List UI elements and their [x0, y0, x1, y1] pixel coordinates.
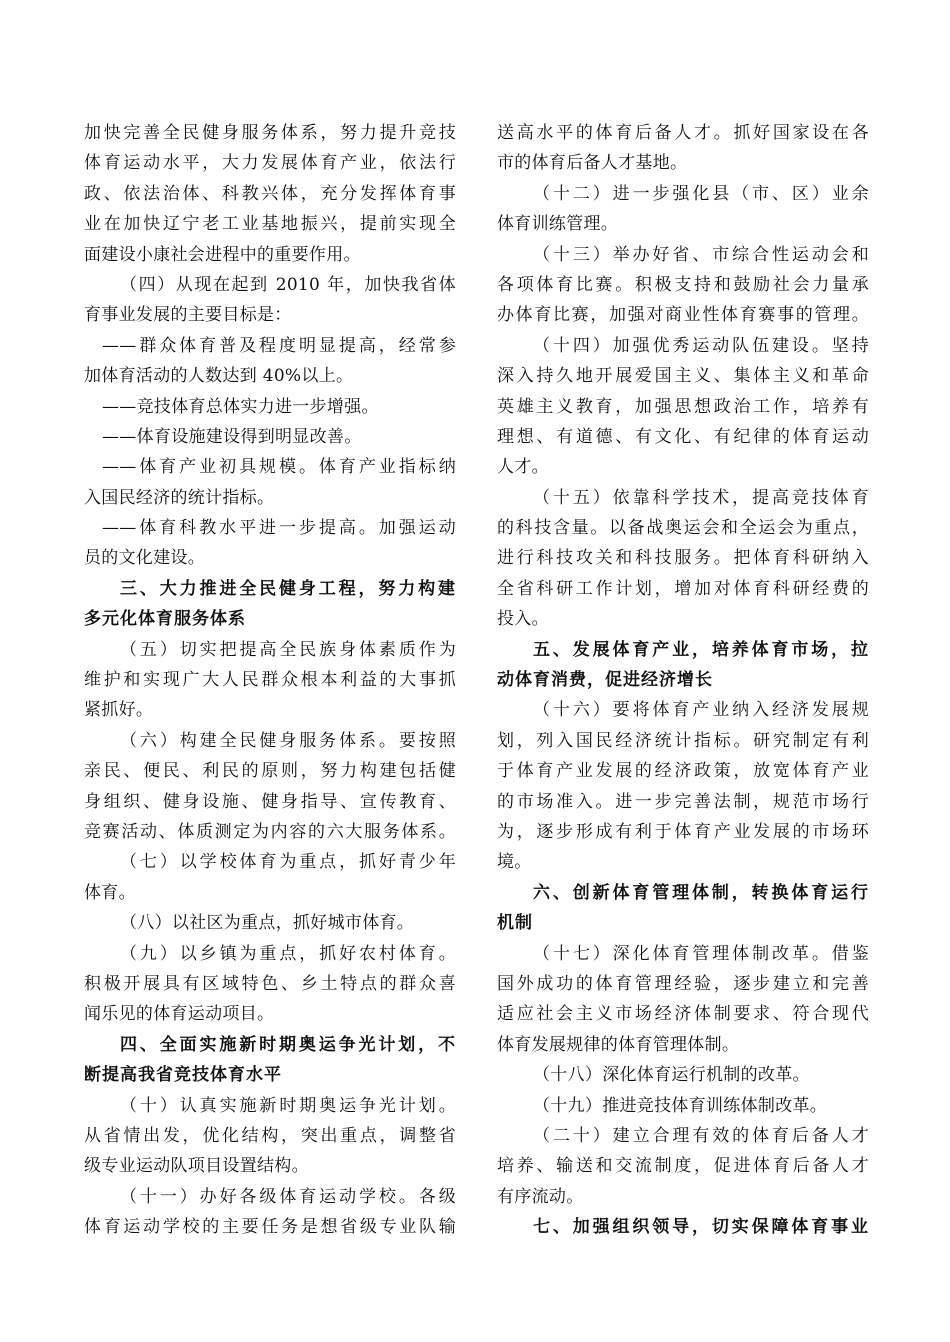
text-line: 闻乐见的体育运动项目。 [84, 1004, 275, 1025]
text-line: 的科技含量。以备战奥运会和全运会为重点， [497, 518, 869, 539]
text-line: ——竞技体育总体实力进一步增强。 [102, 396, 379, 417]
text-line: 政、依法治体、科教兴体，充分发挥体育事 [84, 183, 456, 204]
text-line: 于体育产业发展的经济政策，放宽体育产业 [497, 761, 869, 782]
text-line: 为，逐步形成有利于体育产业发展的市场环 [497, 821, 869, 842]
section-heading-line: 三、大力推进全民健身工程，努力构建 [120, 578, 456, 599]
text-line: 体育发展规律的体育管理体制。 [497, 1034, 740, 1055]
section-heading-line: 六、创新体育管理体制，转换体育运行 [533, 882, 869, 903]
text-line: 业在加快辽宁老工业基地振兴，提前实现全 [84, 214, 456, 235]
text-line: （十三）举办好省、市综合性运动会和 [533, 244, 869, 265]
text-line: （十九）推进竞技体育训练体制改革。 [533, 1095, 828, 1116]
text-line: （五）切实把提高全民族身体素质作为 [120, 639, 456, 660]
text-line: （十六）要将体育产业纳入经济发展规 [533, 700, 869, 721]
text-line: ——体育科教水平进一步提高。加强运动 [102, 518, 456, 539]
text-line: 体育训练管理。 [497, 214, 619, 235]
text-line: 进行科技攻关和科技服务。把体育科研纳入 [497, 548, 869, 569]
text-line: 全省科研工作计划，增加对体育科研经费的 [497, 578, 869, 599]
text-line: 亲民、便民、利民的原则，努力构建包括健 [84, 761, 456, 782]
text-line: 市的体育后备人才基地。 [497, 153, 688, 174]
text-line: ——群众体育普及程度明显提高，经常参 [102, 335, 456, 356]
text-line: 体育。 [84, 882, 136, 903]
text-line: 培养、输送和交流制度，促进体育后备人才 [497, 1156, 869, 1177]
text-line: 积极开展具有区域特色、乡土特点的群众喜 [84, 973, 456, 994]
section-heading-line: 五、发展体育产业，培养体育市场，拉 [533, 639, 869, 660]
text-line: 体育运动学校的主要任务是想省级专业队输 [84, 1217, 456, 1238]
text-line: 加体育活动的人数达到 40%以上。 [84, 366, 354, 387]
text-line: 英雄主义教育，加强思想政治工作，培养有 [497, 396, 869, 417]
text-line: （八）以社区为重点，抓好城市体育。 [120, 913, 415, 934]
text-line: 境。 [497, 852, 532, 873]
text-line: 国外成功的体育管理经验，逐步建立和完善 [497, 973, 869, 994]
section-heading-line: 四、全面实施新时期奥运争光计划，不 [120, 1034, 456, 1055]
section-heading-line: 断提高我省竞技体育水平 [84, 1065, 282, 1086]
text-line: （七）以学校体育为重点，抓好青少年 [120, 852, 456, 873]
text-line: （十）认真实施新时期奥运争光计划。 [120, 1095, 456, 1116]
text-line: （四）从现在起到 2010 年，加快我省体 [120, 274, 456, 295]
text-line: （十五）依靠科学技术，提高竞技体育 [533, 487, 869, 508]
text-line: （九）以乡镇为重点，抓好农村体育。 [120, 943, 456, 964]
text-line: （六）构建全民健身服务体系。要按照 [120, 730, 456, 751]
text-line: 深入持久地开展爱国主义、集体主义和革命 [497, 366, 869, 387]
text-line: （十四）加强优秀运动队伍建设。坚持 [533, 335, 869, 356]
text-line: 面建设小康社会进程中的重要作用。 [84, 244, 361, 265]
text-line: 加快完善全民健身服务体系，努力提升竞技 [84, 123, 456, 143]
text-line: （十七）深化体育管理体制改革。借鉴 [533, 943, 869, 964]
text-line: ——体育产业初具规模。体育产业指标纳 [102, 457, 456, 478]
text-line: 竞赛活动、体质测定为内容的六大服务体系。 [84, 821, 456, 842]
text-line: 理想、有道德、有文化、有纪律的体育运动 [497, 426, 869, 447]
text-line: （十八）深化体育运行机制的改革。 [533, 1065, 810, 1086]
text-line: ——体育设施建设得到明显改善。 [102, 426, 362, 447]
text-line: 各项体育比赛。积极支持和鼓励社会力量承 [497, 274, 869, 295]
section-heading-line: 多元化体育服务体系 [84, 609, 246, 630]
text-line: 紧抓好。 [84, 700, 154, 721]
text-line: 有序流动。 [497, 1186, 584, 1207]
text-line: 送高水平的体育后备人才。抓好国家设在各 [497, 123, 869, 143]
right-column [497, 118, 869, 1242]
text-line: 育事业发展的主要目标是： [84, 305, 292, 326]
text-line: 从省情出发，优化结构，突出重点，调整省 [84, 1125, 456, 1146]
text-line: 员的文化建设。 [84, 548, 206, 569]
text-line: 级专业运动队项目设置结构。 [84, 1156, 309, 1177]
text-line: （十一）办好各级体育运动学校。各级 [120, 1186, 456, 1207]
text-line: 划，列入国民经济统计指标。研究制定有利 [497, 730, 869, 751]
text-line: 投入。 [497, 609, 549, 630]
section-heading-line: 动体育消费，促进经济增长 [497, 670, 713, 691]
text-line: 身组织、健身设施、健身指导、宣传教育、 [84, 791, 456, 812]
section-heading-line: 机制 [497, 913, 533, 934]
text-line: （二十）建立合理有效的体育后备人才 [533, 1125, 869, 1146]
text-line: （十二）进一步强化县（市、区）业余 [533, 183, 869, 204]
text-line: 体育运动水平，大力发展体育产业，依法行 [84, 153, 456, 174]
text-line: 人才。 [497, 457, 549, 478]
text-line: 适应社会主义市场经济体制要求、符合现代 [497, 1004, 869, 1025]
text-line: 的市场准入。进一步完善法制，规范市场行 [497, 791, 869, 812]
text-line: 办体育比赛，加强对商业性体育赛事的管理。 [497, 305, 869, 326]
text-line: 入国民经济的统计指标。 [84, 487, 275, 508]
section-heading-line: 七、加强组织领导，切实保障体育事业 [533, 1217, 869, 1238]
left-column [84, 118, 456, 1242]
text-line: 维护和实现广大人民群众根本利益的大事抓 [84, 670, 456, 691]
